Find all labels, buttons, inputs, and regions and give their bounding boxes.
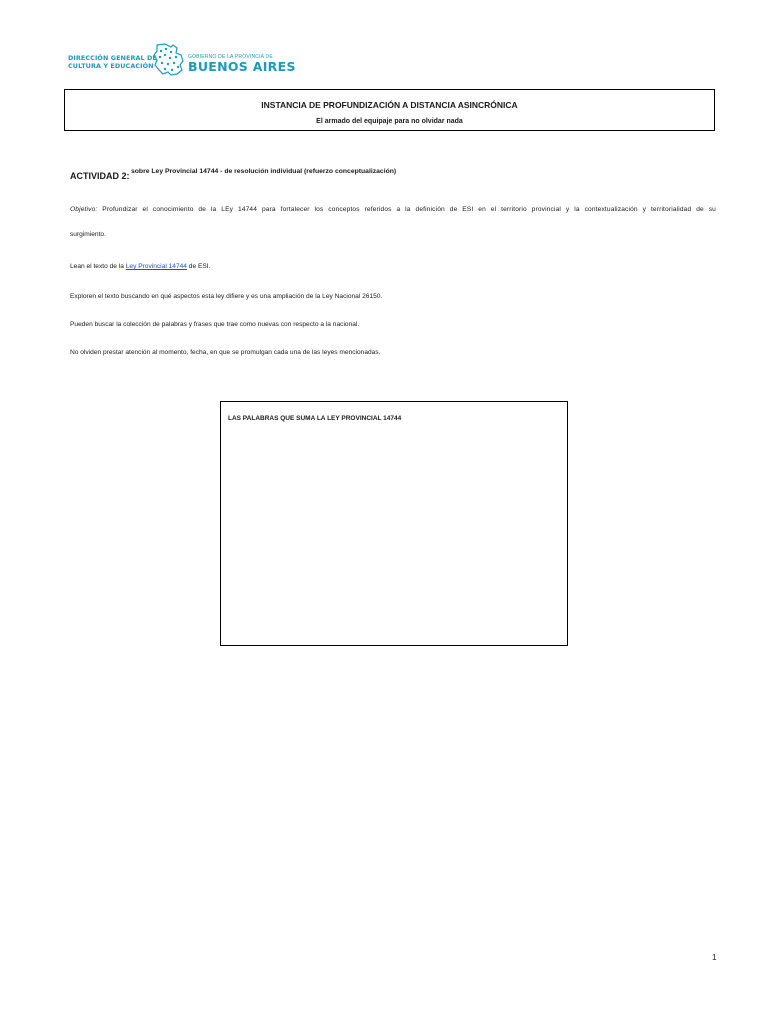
instruction-dates: No olviden prestar atención al momento, fecha, en que se promulgan cada una de las leyes mencionadas. <box>70 349 381 356</box>
objective-paragraph <box>70 206 716 214</box>
objective-paragraph-cont: surgimiento. <box>70 231 106 238</box>
objective-text: Profundizar el conocimiento de la LEy 14744 para fortalecer los conceptos referidos a la definición de ESI en el territorio provincial y la contextualización y territorialidad de su <box>102 206 716 213</box>
page-number: 1 <box>712 953 717 962</box>
gov-big-text: BUENOS AIRES <box>188 59 296 74</box>
gov-small-text: GOBIERNO DE LA PROVINCIA DE <box>188 54 273 60</box>
instruction-read <box>70 263 716 271</box>
province-map-icon <box>151 43 185 77</box>
ley-14744-link[interactable]: Ley Provincial 14744 <box>125 263 187 270</box>
activity-description: sobre Ley Provincial 14744 - de resolución individual (refuerzo conceptualización) <box>131 168 397 175</box>
instruction-collect: Pueden buscar la colección de palabras y frases que trae como nuevas con respecto a la nacional. <box>70 321 360 328</box>
instruction-read-after: de ESI. <box>186 263 211 270</box>
dgcye-logo-text <box>68 54 157 70</box>
instruction-explore: Exploren el texto buscando en qué aspectos esta ley difiere y es una ampliación de la Ley Nacional 26150. <box>70 293 383 300</box>
document-title: INSTANCIA DE PROFUNDIZACIÓN A DISTANCIA ASINCRÓNICA <box>261 100 518 110</box>
org-name-line2: CULTURA Y EDUCACIÓN <box>68 62 154 70</box>
title-box <box>64 89 715 131</box>
org-name-line1: DIRECCIÓN GENERAL DE <box>68 54 157 62</box>
gov-logo-text <box>188 54 296 74</box>
answer-box-title: LAS PALABRAS QUE SUMA LA LEY PROVINCIAL 14744 <box>228 415 402 422</box>
activity-label: ACTIVIDAD 2: <box>70 171 130 181</box>
document-subtitle: El armado del equipaje para no olvidar nada <box>316 118 463 125</box>
answer-box[interactable] <box>220 401 568 646</box>
instruction-read-before: Lean el texto de la <box>70 263 126 270</box>
objective-label: Objetivo: <box>70 206 98 213</box>
